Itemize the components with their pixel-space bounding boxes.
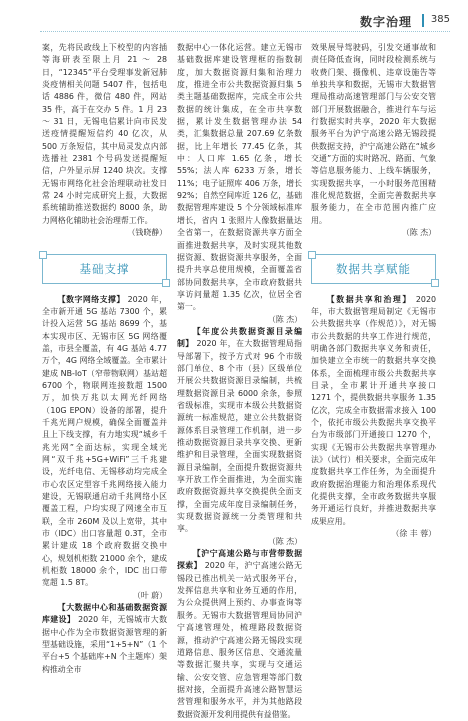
entry-text: 2020 年，在大数据管理局指导部署下，按予方式对 96 个市级部门单位、8 个市（县）区级单位开展公共数据资源目录编制，共梳理数据资源目录 6000 余条，参照省级标准，实现市本级公共数据资源统一标准规范，建立公共数据资源体系目录管理工作机制，进一步推动数据资源目录共享交换、更新维护和目录管理，全面实现数据资源目录编制，全面提升数据资源共享开放工作全面推进，为全面实施政府数据资源共享交换提供全面支撑，全面完成年度目录编制任务，实现数据资源统一分类管理和共享。	[177, 339, 302, 534]
paragraph	[311, 294, 436, 529]
running-title: 数字治理	[359, 15, 412, 29]
column-middle	[177, 42, 302, 719]
byline: （陈 杰）	[267, 314, 302, 324]
section-heading-box	[42, 254, 167, 284]
entry-text: 2020 年，市大数据管理局制定《无锡市公共数据共享（作规范）》，对无锡市公共数据的共享工作进行规范，明确各部门数据共享义务和责任，加快建立全市统一的数据共享交换体系，全面梳理市级公共数据共享目录，全市累计开通共享接口 1271 个，提供数据共享服务 1.35 亿次，完成全市数据需求接入 100 个，依托市级公共数据共享交换平台为市级部门开通接口 1270 个，实现《无锡市公共数据共享管理办法》（试行）相关要求，全面完成年度数据共享工作任务，为全面提升政府数据治理能力和治理体系现代化提供支撑，全市政务数据共享服务开通运行良好，并推进数据共享成果应用。	[311, 294, 436, 526]
byline: （徐 丰 蓉）	[391, 529, 436, 539]
entry-text: 2020 年，全市新开通 5G 基站 7300 个，累计投入运营 5G 基站 8699 个，基本实现市区、无锡市区 5G 网络覆盖，市县全覆盖，有 4G 基站 4.77 万个，4G 网络全域覆盖。全市累计建成 NB-IoT（窄带物联网）基站超 6700 个，物联网连接数超 1500 万，加快万兆以太网光纤网络（10G EPON）设备的部署，提升千兆光网户规模，确保全面覆盖并且上下线支撑，有力地实现“城乡千兆光网”全面达标，实现全域光网“双千兆+5G+WiFi”三千兆建设，光纤电信、无锡移动均完成全市心农区定型容千兆网络接入能力建设，无锡联通启动千兆网络小区覆盖工程，户均实现了网速全市互联，全市 260M 及以上宽带，其中市（IDC）出口容量超 0.3T，全市累计建成 18 个政府数据交换中心，规划机柜数 21000 余个，建成机柜数 18000 余个，IDC 出口带宽超 1.5 8T。	[42, 294, 167, 588]
paragraph: 案，先将民政线上下校型的内容插等海研表至限上月 21 ～ 28 日，“12345”平台受理事发新冠肺炎疫情相关问题 5407 件，包括电话 4886 件，微信 480 件，网站 35 件，高于在交办 5 件。1 月 23 ～ 31 日，无锡电信累计向市民发送疫情提醒短信约 40 亿次，从 500 万条短信，其中局灵发点内部选播社 2381 个号码发送提醒短信，户外显示屏 1240 块次。支撑无锡市网络化社会治理联动社发日常 24 小时完成研究上报，大数据系统辅助推送数据约 8000 条，助力网格化辅助社会治理帮工作。	[42, 43, 167, 225]
column-right	[311, 42, 436, 632]
entry-title: 【大数据中心和基础数据资源库建设】	[42, 603, 167, 625]
byline: （钱晓静）	[127, 228, 167, 238]
byline: （陈 杰）	[267, 536, 302, 546]
page-header	[0, 0, 468, 30]
paragraph	[177, 326, 302, 536]
paragraph: 效果展导驾驶码，引发交通事故和责任降低查询，同时段检测系统与收费门架、摄像机、违章设施告等单独共享和数据，无锡市大数据管理局推动高速管理部门与公安交管部门开展数据融合，推进行车与运行数据实时共享，2020 年大数据服务平台为沪宁高速公路无锡段提供数据支持，沪宁高速公路在“城乡交通”方面的实时路况、路面、气象等信息服务能力、上线车辆服务，实现数据共享，一小时服务范围精准化规范数据，全面完善数据共享服务能力，在全市范围内推广应用。	[311, 43, 436, 225]
header-rule	[40, 31, 450, 32]
entry-text: 2020 年，无锡城市大数据中心作为全市数据资源管理的新型基础设施，采用“1+5+N”（1 个平台+5 个基础库+N 个主题库）架构推动全市	[42, 615, 167, 674]
paragraph	[42, 294, 167, 590]
header-divider	[422, 14, 424, 27]
byline: （叶 蔚）	[132, 590, 167, 600]
entry-title: 【数据共享和治理】	[326, 294, 412, 304]
paragraph	[177, 548, 302, 721]
page-number: 385	[430, 14, 450, 25]
section-heading: 数据共享赋能	[336, 261, 411, 276]
section-heading: 基础支撑	[79, 261, 130, 276]
entry-title: 【年度公共数据资源目录编制】	[177, 326, 302, 349]
entry-title: 【数字网络支撑】	[57, 294, 125, 304]
entry-text: 2020 年，沪宁高速公路无锡段已推出机关一站式服务平台，发挥信息共享和业务互通的作用，为公众提供网上预约、办事查询等服务。无锡市大数据管理局协同沪宁高速管理处，梳理路段数据资源，推动沪宁高速公路无锡段实现道路信息、服务区信息、交通流量等数据汇聚共享，实现与交通运输、公安交管、应急管理等部门数据对接，全面提升高速公路智慧运营管理和服务水平，并为其他路段数据资源开发利用提供有益借鉴。	[177, 561, 302, 719]
paragraph	[42, 602, 167, 676]
section-heading-box	[311, 254, 436, 284]
entry-title: 【沪宁高速公路与市营带数据探索】	[177, 549, 302, 571]
paragraph: 数据中心一体化运营。建立无锡市基础数据库建设管理框的指数制度，加大数据资源归集和治理力度，推进全市公共数据资源归集 5 类主题基础数据库，完成全市公共数据的统计集成，在全市共享数据，累计发生数据管理办法 54 类，汇集数据总量 207.69 亿条数据，比上年增长 77.45 亿条，其中：人口库 1.65 亿条，增长 55%；法人库 6233 万条，增长 11%；电子证照库 406 万条，增长 92%；自然空间库近 126 亿，基础数据管理库建设 5 个分领域标准库增长，省内 1 张照片人像数据量达全省第一，在数据资源共享方面全面推进数据共享，及时实现其他数据资源、数据资源共享服务，全面提升共享总使用规模，全面覆盖省部协同数据共享，全市政府数据共享访问量超 1.35 亿次，位居全省第一。	[177, 43, 302, 312]
column-left	[42, 42, 167, 674]
byline: （陈 杰）	[401, 228, 436, 238]
